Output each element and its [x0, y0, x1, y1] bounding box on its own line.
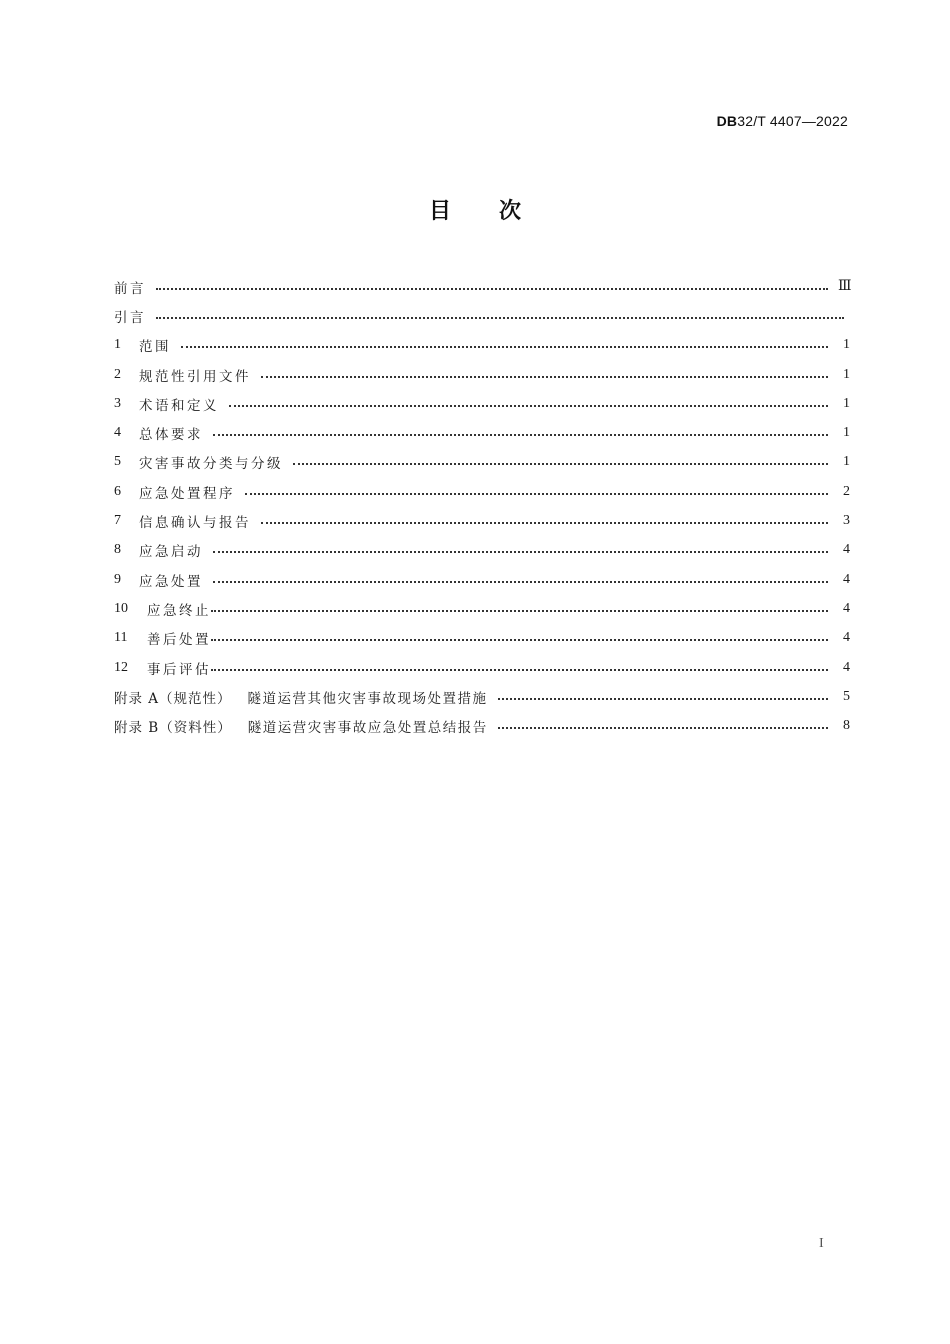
toc-entry-number: 12	[114, 659, 128, 675]
toc-entry-appendix-a[interactable]	[114, 682, 850, 711]
dot-leader	[156, 317, 844, 319]
toc-entry-number: 4	[114, 425, 121, 441]
toc-entry-number: 5	[114, 454, 121, 470]
toc-entry-label: 规范性引用文件	[139, 368, 251, 385]
toc-entry-page: 2	[843, 483, 850, 499]
dot-leader	[211, 610, 828, 612]
toc-entry-number: 6	[114, 483, 121, 499]
toc-entry-page: 4	[843, 630, 850, 646]
toc-entry-page: 4	[843, 600, 850, 616]
toc-entry-10[interactable]	[114, 594, 850, 623]
toc-entry-page: 1	[843, 454, 850, 470]
toc-title: 目次	[428, 199, 569, 224]
dot-leader	[211, 639, 828, 641]
toc-entry-page: 8	[843, 718, 850, 734]
toc-entry-7[interactable]	[114, 506, 850, 535]
toc-entry-page: 4	[843, 659, 850, 675]
toc-entry-label: 前言	[114, 280, 146, 297]
toc-entry-label: 应急启动	[139, 544, 203, 561]
dot-leader	[245, 493, 828, 495]
toc-entry-6[interactable]	[114, 477, 850, 506]
table-of-contents	[114, 272, 850, 741]
toc-entry-page: 1	[843, 395, 850, 411]
toc-entry-label: 术语和定义	[139, 397, 219, 414]
toc-entry-3[interactable]	[114, 389, 850, 418]
toc-entry-label: 应急终止	[147, 602, 211, 619]
toc-entry-11[interactable]	[114, 624, 850, 653]
toc-entry-number: 10	[114, 600, 128, 616]
toc-entry-9[interactable]	[114, 565, 850, 594]
dot-leader	[181, 346, 828, 348]
dot-leader	[156, 288, 828, 290]
toc-entry-label: 信息确认与报告	[139, 515, 251, 532]
dot-leader	[293, 463, 828, 465]
dot-leader	[213, 581, 828, 583]
standard-number	[717, 113, 848, 129]
toc-entry-label: 灾害事故分类与分级	[139, 456, 283, 473]
toc-entry-2[interactable]	[114, 360, 850, 389]
toc-entry-12[interactable]	[114, 653, 850, 682]
toc-appendix-label: 附录 B（资料性）	[114, 720, 232, 737]
toc-entry-appendix-b[interactable]	[114, 711, 850, 740]
toc-entry-number: 2	[114, 366, 121, 382]
dot-leader	[211, 669, 828, 671]
toc-entry-number: 11	[114, 630, 128, 646]
toc-entry-number: 3	[114, 395, 121, 411]
toc-entry-number: 1	[114, 337, 121, 353]
toc-appendix-label: 附录 A（规范性）	[114, 690, 232, 707]
toc-entry-page: 1	[843, 366, 850, 382]
toc-entry-label: 事后评估	[147, 661, 211, 678]
toc-entry-label: 应急处置	[139, 573, 203, 590]
toc-entry-4[interactable]	[114, 418, 850, 447]
page-number: I	[819, 1236, 824, 1251]
toc-entry-page: 1	[843, 425, 850, 441]
toc-entry-label: 善后处置	[147, 632, 211, 649]
standard-code: 32/T 4407—2022	[737, 113, 848, 129]
toc-entry-page: 4	[843, 571, 850, 587]
toc-entry-page: 4	[843, 542, 850, 558]
dot-leader	[213, 434, 828, 436]
dot-leader	[229, 405, 828, 407]
toc-entry-page: 5	[843, 688, 850, 704]
toc-entry-number: 9	[114, 571, 121, 587]
toc-entry-label: 应急处置程序	[139, 485, 235, 502]
toc-entry-label: 引言	[114, 309, 146, 326]
standard-prefix: DB	[716, 113, 738, 129]
toc-entry-5[interactable]	[114, 448, 850, 477]
toc-entry-1[interactable]	[114, 331, 850, 360]
toc-entry-label: 隧道运营其他灾害事故现场处置措施	[247, 690, 488, 707]
dot-leader	[261, 376, 828, 378]
toc-entry-label: 范围	[139, 339, 171, 356]
toc-entry-introduction[interactable]	[114, 301, 850, 330]
toc-entry-label: 隧道运营灾害事故应急处置总结报告	[247, 720, 488, 737]
dot-leader	[261, 522, 828, 524]
dot-leader	[498, 727, 828, 729]
toc-entry-8[interactable]	[114, 536, 850, 565]
dot-leader	[213, 551, 828, 553]
toc-entry-page: Ⅲ	[838, 279, 852, 295]
toc-entry-number: 7	[114, 513, 121, 529]
dot-leader	[498, 698, 828, 700]
toc-entry-foreword[interactable]	[114, 272, 850, 301]
toc-entry-label: 总体要求	[139, 427, 203, 444]
toc-entry-page: 3	[843, 513, 850, 529]
toc-entry-page: 1	[843, 337, 850, 353]
toc-entry-number: 8	[114, 542, 121, 558]
